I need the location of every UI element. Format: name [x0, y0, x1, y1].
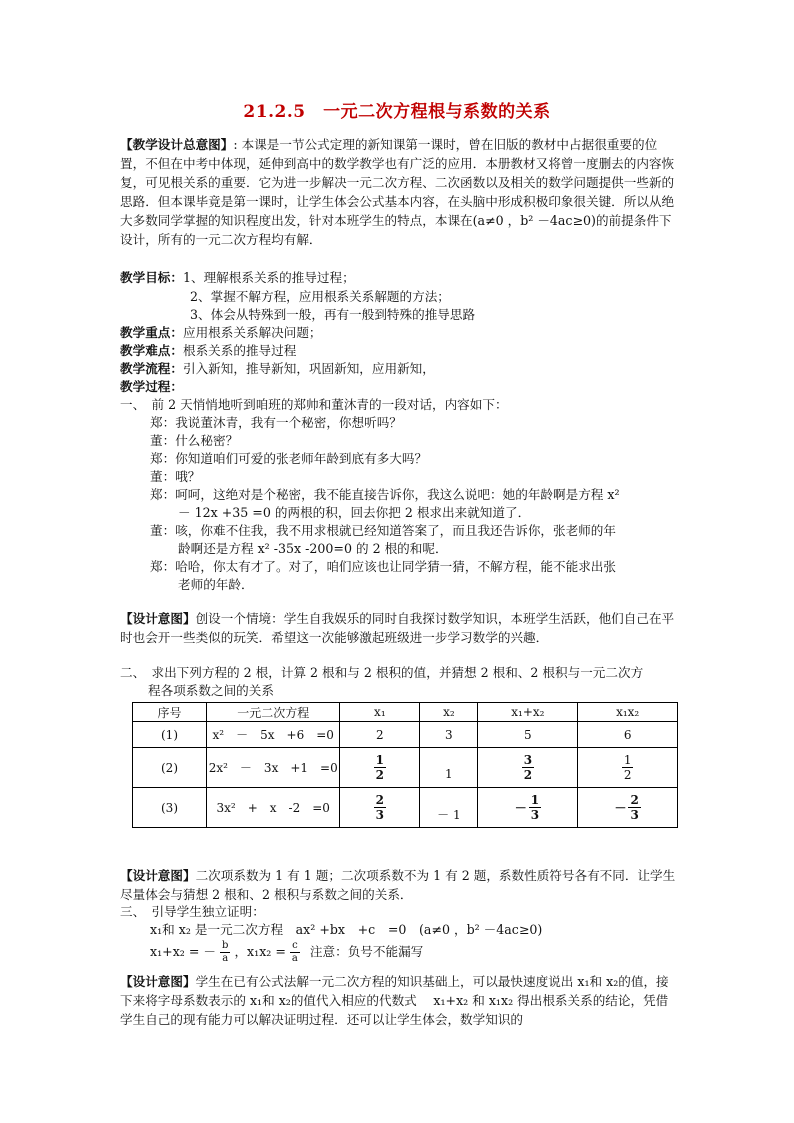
row-x1 [340, 788, 420, 828]
denominator: 3 [630, 808, 639, 822]
fraction [374, 753, 386, 782]
goals-line-1 [120, 268, 355, 287]
table-row [133, 722, 678, 748]
difficulty-line [120, 341, 296, 360]
section2-line-2: 程各项系数之间的关系 [148, 683, 274, 698]
table-header: x₁+x₂ [478, 703, 578, 722]
dialogue-text: 你知道咱们可爱的张老师年龄到底有多大吗？ [175, 451, 428, 466]
intent3-paragraph [120, 972, 680, 1029]
fraction [628, 793, 640, 822]
key-point-line [120, 323, 322, 342]
fraction [374, 793, 386, 822]
row-product: 6 [578, 722, 678, 748]
numerator: 1 [623, 753, 632, 767]
denominator: a [222, 953, 229, 964]
section1-intro: 一、 前 2 天悄悄地听到咱班的郑帅和董沐青的一段对话，内容如下： [120, 397, 508, 412]
intent3-label: 【设计意图】 [120, 974, 196, 989]
dialogue-text: 我说董沐青，我有一个秘密，你想听吗？ [175, 415, 402, 430]
table-row [133, 788, 678, 828]
numerator: 1 [375, 753, 385, 767]
denominator: 2 [375, 768, 385, 782]
denominator: 3 [530, 808, 540, 822]
dialogue-text: 哦？ [175, 469, 201, 484]
dialogue-line-5-cont: － 12x +35 =0 的两根的积，回去你把 2 根求出来就知道了． [178, 505, 531, 520]
dialogue-line-7-cont: 老师的年龄． [178, 577, 254, 592]
table-header: x₁ [340, 703, 420, 722]
note-text: 注意：负号不能漏写 [309, 944, 424, 959]
table-header: x₂ [420, 703, 478, 722]
dialogue-speaker: 郑： [150, 559, 176, 574]
flow-text: 引入新知，推导新知，巩固新知，应用新知， [182, 361, 435, 376]
denominator: 2 [523, 768, 533, 782]
fraction [529, 793, 541, 822]
difficulty-text: 根系关系的推导过程 [182, 343, 297, 358]
intent1-paragraph [120, 609, 680, 647]
table-header: 一元二次方程 [207, 703, 340, 722]
dialogue-speaker: 郑： [150, 487, 176, 502]
dialogue-text: 呵呵，这绝对是个秘密，我不能直接告诉你，我这么说吧：她的年龄啊是方程 x² [175, 487, 620, 502]
dialogue-speaker: 郑： [150, 451, 176, 466]
dialogue-speaker: 郑： [150, 415, 176, 430]
row-equation: 2x² － 3x +1 =0 [207, 748, 340, 788]
minus-sign: － [514, 801, 527, 815]
dialogue-speaker: 董： [150, 523, 176, 538]
row-number: (3) [133, 788, 207, 828]
c-over-a-fraction [290, 940, 300, 965]
row-number: (2) [133, 748, 207, 788]
row-x1: 2 [340, 722, 420, 748]
intent2-label: 【设计意图】 [120, 868, 196, 883]
numerator: b [222, 940, 229, 951]
overview-label: 【教学设计总意图】 [120, 137, 234, 152]
goal-item-1: 1、理解根系关系的推导过程； [182, 270, 355, 285]
minus-sign: － [614, 801, 627, 815]
intent1-label: 【设计意图】 [120, 611, 196, 626]
table-row [133, 748, 678, 788]
row-sum: 5 [478, 722, 578, 748]
row-x2: － 1 [420, 788, 478, 828]
numerator: 3 [523, 753, 533, 767]
numerator: 2 [630, 793, 639, 807]
section2-line-1: 二、 求出下列方程的 2 根，计算 2 根和与 2 根积的值，并猜想 2 根和、2 根积与一元二次方 [120, 665, 644, 680]
dialogue-text: 哈哈，你太有才了。对了，咱们应该也让同学猜一猜，不解方程，能不能求出张 [175, 559, 616, 574]
dialogue-text: 什么秘密？ [175, 433, 239, 448]
numerator: 2 [375, 793, 385, 807]
numerator: 1 [530, 793, 540, 807]
intent3-text: 学生在已有公式法解一元二次方程的知识基础上，可以最快速度说出 x₁和 x₂的值，接下来将字母系数表示的 x₁和 x₂的值代入相应的代数式 x₁+x₂ 和 x₁x₂ 得出根系关系的结论，凭借学生自己的现有能力可以解决证明过程．还可以让学生体会，数学知识的 [120, 974, 669, 1027]
b-over-a-fraction [220, 940, 230, 965]
intent2-paragraph [120, 866, 680, 904]
dialogue-line-6-cont: 龄啊还是方程 x² -35x -200=0 的 2 根的和呢． [178, 541, 448, 556]
dialogue-line-5 [150, 485, 620, 504]
section3-statement: x₁和 x₂ 是一元二次方程 ax² +bx +c =0 (a≠0 ，b² －4ac≥0) [150, 922, 543, 937]
row-product [578, 748, 678, 788]
key-point-label: 教学重点： [120, 325, 183, 340]
fraction [522, 753, 534, 782]
product-lhs: ，x₁x₂ = [234, 944, 286, 959]
row-sum [478, 748, 578, 788]
row-x1 [340, 748, 420, 788]
sum-lhs: x₁+x₂ = － [150, 944, 217, 959]
overview-text: : 本课是一节公式定理的新知课第一课时，曾在旧版的教材中占据很重要的位置，不但在中考中体现，延伸到高中的数学教学也有广泛的应用．本册教材又将曾一度删去的内容恢复，可见根关系的重要．它为进一步解决一元二次方程、二次函数以及相关的数学问题提供一些新的思路．但本课毕竟是第一课时，让学生体会公式基本内容，在头脑中形成积极印象很关键．所以从绝大多数同学掌握的知识程度出发，针对本班学生的特点，本课在(a≠0 ，b² －4ac≥0)的前提条件下设计，所有的一元二次方程均有解． [120, 137, 675, 247]
row-number: (1) [133, 722, 207, 748]
fraction [622, 753, 634, 782]
difficulty-label: 教学难点： [120, 343, 183, 358]
goals-label: 教学目标： [120, 270, 183, 285]
dialogue-speaker: 董： [150, 469, 176, 484]
goal-item-3: 3、体会从特殊到一般，再有一般到特殊的推导思路 [190, 307, 476, 322]
table-header: 序号 [133, 703, 207, 722]
table-header-row [133, 703, 678, 722]
row-sum [478, 788, 578, 828]
row-equation: x² － 5x +6 =0 [207, 722, 340, 748]
intent1-text: 创设一个情境：学生自我娱乐的同时自我探讨数学知识，本班学生活跃，他们自己在平时也会开一些类似的玩笑．希望这一次能够激起班级进一步学习数学的兴趣． [120, 611, 675, 645]
row-product [578, 788, 678, 828]
dialogue-line-6 [150, 521, 616, 540]
dialogue-line-7 [150, 557, 616, 576]
section3-title: 三、 引导学生独立证明： [120, 904, 265, 919]
intent2-text: 二次项系数为 1 有 1 题；二次项系数不为 1 有 2 题，系数性质符号各有不同．让学生尽量体会与猜想 2 根和、2 根积与系数之间的关系． [120, 868, 676, 902]
denominator: 2 [623, 768, 632, 782]
dialogue-line-4 [150, 467, 200, 486]
dialogue-line-1 [150, 413, 402, 432]
dialogue-line-3 [150, 449, 427, 468]
page-title: 21.2.5 一元二次方程根与系数的关系 [243, 102, 551, 122]
goal-item-2: 2、掌握不解方程，应用根系关系解题的方法； [190, 289, 450, 304]
row-x2: 1 [420, 748, 478, 788]
table-header: x₁x₂ [578, 703, 678, 722]
dialogue-text: 咳，你难不住我，我不用求根就已经知道答案了，而且我还告诉你，张老师的年 [175, 523, 616, 538]
denominator: 3 [375, 808, 385, 822]
process-label: 教学过程： [120, 379, 183, 394]
key-point-text: 应用根系关系解决问题； [182, 325, 322, 340]
row-x2: 3 [420, 722, 478, 748]
roots-table [132, 702, 678, 828]
flow-label: 教学流程： [120, 361, 183, 376]
formula-line [150, 940, 423, 965]
overview-paragraph [120, 135, 680, 249]
numerator: c [290, 940, 300, 953]
denominator: a [291, 953, 298, 964]
row-equation: 3x² + x -2 =0 [207, 788, 340, 828]
dialogue-line-2 [150, 431, 238, 450]
dialogue-speaker: 董： [150, 433, 176, 448]
flow-line [120, 359, 435, 378]
